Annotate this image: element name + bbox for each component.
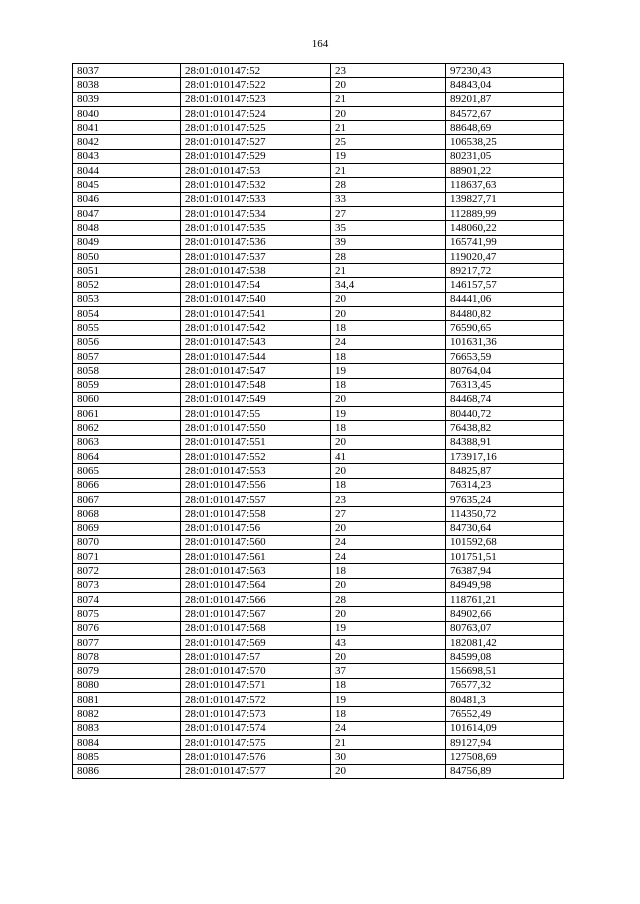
area-cell: 20 (331, 392, 446, 406)
table-row (73, 235, 564, 249)
value-cell: 148060,22 (446, 221, 564, 235)
area-cell: 30 (331, 750, 446, 764)
value-cell: 106538,25 (446, 135, 564, 149)
row-number-cell: 8048 (73, 221, 181, 235)
area-cell: 25 (331, 135, 446, 149)
value-cell: 101751,51 (446, 550, 564, 564)
value-cell: 76577,32 (446, 678, 564, 692)
value-cell: 182081,42 (446, 635, 564, 649)
area-cell: 28 (331, 592, 446, 606)
row-number-cell: 8074 (73, 592, 181, 606)
table-row (73, 164, 564, 178)
row-number-cell: 8061 (73, 407, 181, 421)
value-cell: 139827,71 (446, 192, 564, 206)
row-number-cell: 8065 (73, 464, 181, 478)
area-cell: 33 (331, 192, 446, 206)
row-number-cell: 8077 (73, 635, 181, 649)
row-number-cell: 8055 (73, 321, 181, 335)
value-cell: 88648,69 (446, 121, 564, 135)
area-cell: 19 (331, 149, 446, 163)
value-cell: 80764,04 (446, 364, 564, 378)
area-cell: 20 (331, 578, 446, 592)
value-cell: 84480,82 (446, 307, 564, 321)
table-row (73, 121, 564, 135)
row-number-cell: 8043 (73, 149, 181, 163)
value-cell: 80481,3 (446, 693, 564, 707)
cadastral-number-cell: 28:01:010147:548 (181, 378, 331, 392)
page-number: 164 (311, 38, 329, 50)
row-number-cell: 8041 (73, 121, 181, 135)
row-number-cell: 8058 (73, 364, 181, 378)
row-number-cell: 8069 (73, 521, 181, 535)
area-cell: 21 (331, 92, 446, 106)
value-cell: 84599,08 (446, 650, 564, 664)
row-number-cell: 8071 (73, 550, 181, 564)
table-row (73, 650, 564, 664)
cadastral-number-cell: 28:01:010147:564 (181, 578, 331, 592)
value-cell: 156698,51 (446, 664, 564, 678)
cadastral-number-cell: 28:01:010147:550 (181, 421, 331, 435)
row-number-cell: 8044 (73, 164, 181, 178)
value-cell: 173917,16 (446, 450, 564, 464)
value-cell: 118637,63 (446, 178, 564, 192)
row-number-cell: 8060 (73, 392, 181, 406)
row-number-cell: 8046 (73, 192, 181, 206)
area-cell: 28 (331, 249, 446, 263)
value-cell: 165741,99 (446, 235, 564, 249)
cadastral-number-cell: 28:01:010147:57 (181, 650, 331, 664)
table-row (73, 450, 564, 464)
row-number-cell: 8040 (73, 106, 181, 120)
value-cell: 119020,47 (446, 249, 564, 263)
value-cell: 101631,36 (446, 335, 564, 349)
value-cell: 127508,69 (446, 750, 564, 764)
value-cell: 88901,22 (446, 164, 564, 178)
table-row (73, 78, 564, 92)
cadastral-number-cell: 28:01:010147:552 (181, 450, 331, 464)
table-row (73, 149, 564, 163)
cadastral-number-cell: 28:01:010147:53 (181, 164, 331, 178)
area-cell: 20 (331, 106, 446, 120)
table-row (73, 492, 564, 506)
cadastral-number-cell: 28:01:010147:542 (181, 321, 331, 335)
row-number-cell: 8079 (73, 664, 181, 678)
value-cell: 84843,04 (446, 78, 564, 92)
area-cell: 21 (331, 735, 446, 749)
area-cell: 19 (331, 693, 446, 707)
row-number-cell: 8078 (73, 650, 181, 664)
row-number-cell: 8045 (73, 178, 181, 192)
table-row (73, 221, 564, 235)
table-row (73, 564, 564, 578)
table-row (73, 550, 564, 564)
table-row (73, 478, 564, 492)
area-cell: 20 (331, 307, 446, 321)
area-cell: 43 (331, 635, 446, 649)
cadastral-number-cell: 28:01:010147:540 (181, 292, 331, 306)
area-cell: 21 (331, 121, 446, 135)
value-cell: 89217,72 (446, 264, 564, 278)
row-number-cell: 8080 (73, 678, 181, 692)
table-row (73, 364, 564, 378)
value-cell: 97635,24 (446, 492, 564, 506)
row-number-cell: 8057 (73, 349, 181, 363)
row-number-cell: 8059 (73, 378, 181, 392)
table-row (73, 106, 564, 120)
table-row (73, 349, 564, 363)
area-cell: 19 (331, 364, 446, 378)
row-number-cell: 8037 (73, 64, 181, 78)
value-cell: 76313,45 (446, 378, 564, 392)
row-number-cell: 8047 (73, 206, 181, 220)
table-row (73, 249, 564, 263)
table-row (73, 321, 564, 335)
table-row (73, 178, 564, 192)
area-cell: 20 (331, 435, 446, 449)
value-cell: 118761,21 (446, 592, 564, 606)
table-row (73, 507, 564, 521)
table-row (73, 206, 564, 220)
area-cell: 18 (331, 421, 446, 435)
area-cell: 24 (331, 335, 446, 349)
area-cell: 19 (331, 407, 446, 421)
row-number-cell: 8038 (73, 78, 181, 92)
area-cell: 20 (331, 764, 446, 778)
area-cell: 37 (331, 664, 446, 678)
cadastral-number-cell: 28:01:010147:563 (181, 564, 331, 578)
value-cell: 84468,74 (446, 392, 564, 406)
cadastral-number-cell: 28:01:010147:54 (181, 278, 331, 292)
row-number-cell: 8066 (73, 478, 181, 492)
value-cell: 101592,68 (446, 535, 564, 549)
row-number-cell: 8082 (73, 707, 181, 721)
cadastral-number-cell: 28:01:010147:571 (181, 678, 331, 692)
table-row (73, 678, 564, 692)
row-number-cell: 8067 (73, 492, 181, 506)
cadastral-number-cell: 28:01:010147:527 (181, 135, 331, 149)
area-cell: 20 (331, 464, 446, 478)
cadastral-number-cell: 28:01:010147:560 (181, 535, 331, 549)
cadastral-number-cell: 28:01:010147:577 (181, 764, 331, 778)
cadastral-number-cell: 28:01:010147:534 (181, 206, 331, 220)
row-number-cell: 8050 (73, 249, 181, 263)
table-row (73, 64, 564, 78)
table-row (73, 392, 564, 406)
cadastral-number-cell: 28:01:010147:557 (181, 492, 331, 506)
cadastral-number-cell: 28:01:010147:537 (181, 249, 331, 263)
table-row (73, 135, 564, 149)
value-cell: 84949,98 (446, 578, 564, 592)
table-row (73, 621, 564, 635)
value-cell: 84730,64 (446, 521, 564, 535)
value-cell: 80231,05 (446, 149, 564, 163)
cadastral-number-cell: 28:01:010147:558 (181, 507, 331, 521)
cadastral-number-cell: 28:01:010147:522 (181, 78, 331, 92)
cadastral-number-cell: 28:01:010147:570 (181, 664, 331, 678)
row-number-cell: 8062 (73, 421, 181, 435)
cadastral-number-cell: 28:01:010147:55 (181, 407, 331, 421)
table-row (73, 521, 564, 535)
table-row (73, 764, 564, 778)
area-cell: 18 (331, 349, 446, 363)
row-number-cell: 8063 (73, 435, 181, 449)
table-row (73, 292, 564, 306)
value-cell: 76438,82 (446, 421, 564, 435)
value-cell: 76590,65 (446, 321, 564, 335)
value-cell: 80440,72 (446, 407, 564, 421)
cadastral-number-cell: 28:01:010147:547 (181, 364, 331, 378)
cadastral-number-cell: 28:01:010147:572 (181, 693, 331, 707)
row-number-cell: 8049 (73, 235, 181, 249)
value-cell: 76653,59 (446, 349, 564, 363)
area-cell: 18 (331, 564, 446, 578)
cadastral-number-cell: 28:01:010147:533 (181, 192, 331, 206)
area-cell: 23 (331, 64, 446, 78)
cadastral-number-cell: 28:01:010147:544 (181, 349, 331, 363)
row-number-cell: 8070 (73, 535, 181, 549)
value-cell: 84902,66 (446, 607, 564, 621)
cadastral-number-cell: 28:01:010147:556 (181, 478, 331, 492)
area-cell: 27 (331, 507, 446, 521)
cadastral-number-cell: 28:01:010147:52 (181, 64, 331, 78)
table-row (73, 407, 564, 421)
area-cell: 23 (331, 492, 446, 506)
value-cell: 84572,67 (446, 106, 564, 120)
table-row (73, 750, 564, 764)
area-cell: 19 (331, 621, 446, 635)
cadastral-number-cell: 28:01:010147:529 (181, 149, 331, 163)
row-number-cell: 8076 (73, 621, 181, 635)
row-number-cell: 8084 (73, 735, 181, 749)
value-cell: 114350,72 (446, 507, 564, 521)
table-row (73, 707, 564, 721)
area-cell: 20 (331, 607, 446, 621)
area-cell: 39 (331, 235, 446, 249)
value-cell: 76314,23 (446, 478, 564, 492)
row-number-cell: 8054 (73, 307, 181, 321)
cadastral-number-cell: 28:01:010147:568 (181, 621, 331, 635)
area-cell: 35 (331, 221, 446, 235)
value-cell: 89127,94 (446, 735, 564, 749)
value-cell: 97230,43 (446, 64, 564, 78)
area-cell: 18 (331, 378, 446, 392)
row-number-cell: 8081 (73, 693, 181, 707)
row-number-cell: 8064 (73, 450, 181, 464)
row-number-cell: 8083 (73, 721, 181, 735)
area-cell: 41 (331, 450, 446, 464)
table-row (73, 635, 564, 649)
area-cell: 27 (331, 206, 446, 220)
area-cell: 18 (331, 707, 446, 721)
value-cell: 84756,89 (446, 764, 564, 778)
cadastral-number-cell: 28:01:010147:569 (181, 635, 331, 649)
value-cell: 89201,87 (446, 92, 564, 106)
row-number-cell: 8052 (73, 278, 181, 292)
value-cell: 80763,07 (446, 621, 564, 635)
cadastral-number-cell: 28:01:010147:536 (181, 235, 331, 249)
table-row (73, 535, 564, 549)
cadastral-number-cell: 28:01:010147:576 (181, 750, 331, 764)
table-row (73, 378, 564, 392)
row-number-cell: 8039 (73, 92, 181, 106)
table-row (73, 664, 564, 678)
cadastral-number-cell: 28:01:010147:575 (181, 735, 331, 749)
table-row (73, 278, 564, 292)
table-row (73, 693, 564, 707)
cadastral-number-cell: 28:01:010147:543 (181, 335, 331, 349)
value-cell: 84825,87 (446, 464, 564, 478)
table-row (73, 607, 564, 621)
cadastral-number-cell: 28:01:010147:566 (181, 592, 331, 606)
area-cell: 18 (331, 678, 446, 692)
value-cell: 112889,99 (446, 206, 564, 220)
table-row (73, 192, 564, 206)
table-row (73, 421, 564, 435)
area-cell: 24 (331, 721, 446, 735)
row-number-cell: 8051 (73, 264, 181, 278)
value-cell: 101614,09 (446, 721, 564, 735)
cadastral-number-cell: 28:01:010147:541 (181, 307, 331, 321)
area-cell: 18 (331, 321, 446, 335)
value-cell: 76552,49 (446, 707, 564, 721)
registry-table (72, 63, 564, 779)
table-row (73, 307, 564, 321)
value-cell: 84441,06 (446, 292, 564, 306)
area-cell: 21 (331, 164, 446, 178)
registry-table-body (73, 64, 564, 779)
area-cell: 20 (331, 650, 446, 664)
cadastral-number-cell: 28:01:010147:523 (181, 92, 331, 106)
cadastral-number-cell: 28:01:010147:525 (181, 121, 331, 135)
value-cell: 146157,57 (446, 278, 564, 292)
row-number-cell: 8053 (73, 292, 181, 306)
area-cell: 20 (331, 78, 446, 92)
row-number-cell: 8073 (73, 578, 181, 592)
cadastral-number-cell: 28:01:010147:56 (181, 521, 331, 535)
table-row (73, 335, 564, 349)
area-cell: 20 (331, 292, 446, 306)
cadastral-number-cell: 28:01:010147:535 (181, 221, 331, 235)
row-number-cell: 8072 (73, 564, 181, 578)
area-cell: 34,4 (331, 278, 446, 292)
value-cell: 76387,94 (446, 564, 564, 578)
row-number-cell: 8056 (73, 335, 181, 349)
area-cell: 18 (331, 478, 446, 492)
area-cell: 21 (331, 264, 446, 278)
row-number-cell: 8085 (73, 750, 181, 764)
area-cell: 20 (331, 521, 446, 535)
table-row (73, 592, 564, 606)
cadastral-number-cell: 28:01:010147:538 (181, 264, 331, 278)
cadastral-number-cell: 28:01:010147:567 (181, 607, 331, 621)
area-cell: 28 (331, 178, 446, 192)
cadastral-number-cell: 28:01:010147:573 (181, 707, 331, 721)
row-number-cell: 8068 (73, 507, 181, 521)
table-row (73, 721, 564, 735)
table-row (73, 435, 564, 449)
table-row (73, 92, 564, 106)
area-cell: 24 (331, 550, 446, 564)
table-row (73, 735, 564, 749)
cadastral-number-cell: 28:01:010147:553 (181, 464, 331, 478)
row-number-cell: 8042 (73, 135, 181, 149)
cadastral-number-cell: 28:01:010147:574 (181, 721, 331, 735)
cadastral-number-cell: 28:01:010147:561 (181, 550, 331, 564)
cadastral-number-cell: 28:01:010147:524 (181, 106, 331, 120)
cadastral-number-cell: 28:01:010147:532 (181, 178, 331, 192)
table-row (73, 578, 564, 592)
cadastral-number-cell: 28:01:010147:549 (181, 392, 331, 406)
cadastral-number-cell: 28:01:010147:551 (181, 435, 331, 449)
row-number-cell: 8075 (73, 607, 181, 621)
area-cell: 24 (331, 535, 446, 549)
row-number-cell: 8086 (73, 764, 181, 778)
table-row (73, 264, 564, 278)
table-row (73, 464, 564, 478)
value-cell: 84388,91 (446, 435, 564, 449)
